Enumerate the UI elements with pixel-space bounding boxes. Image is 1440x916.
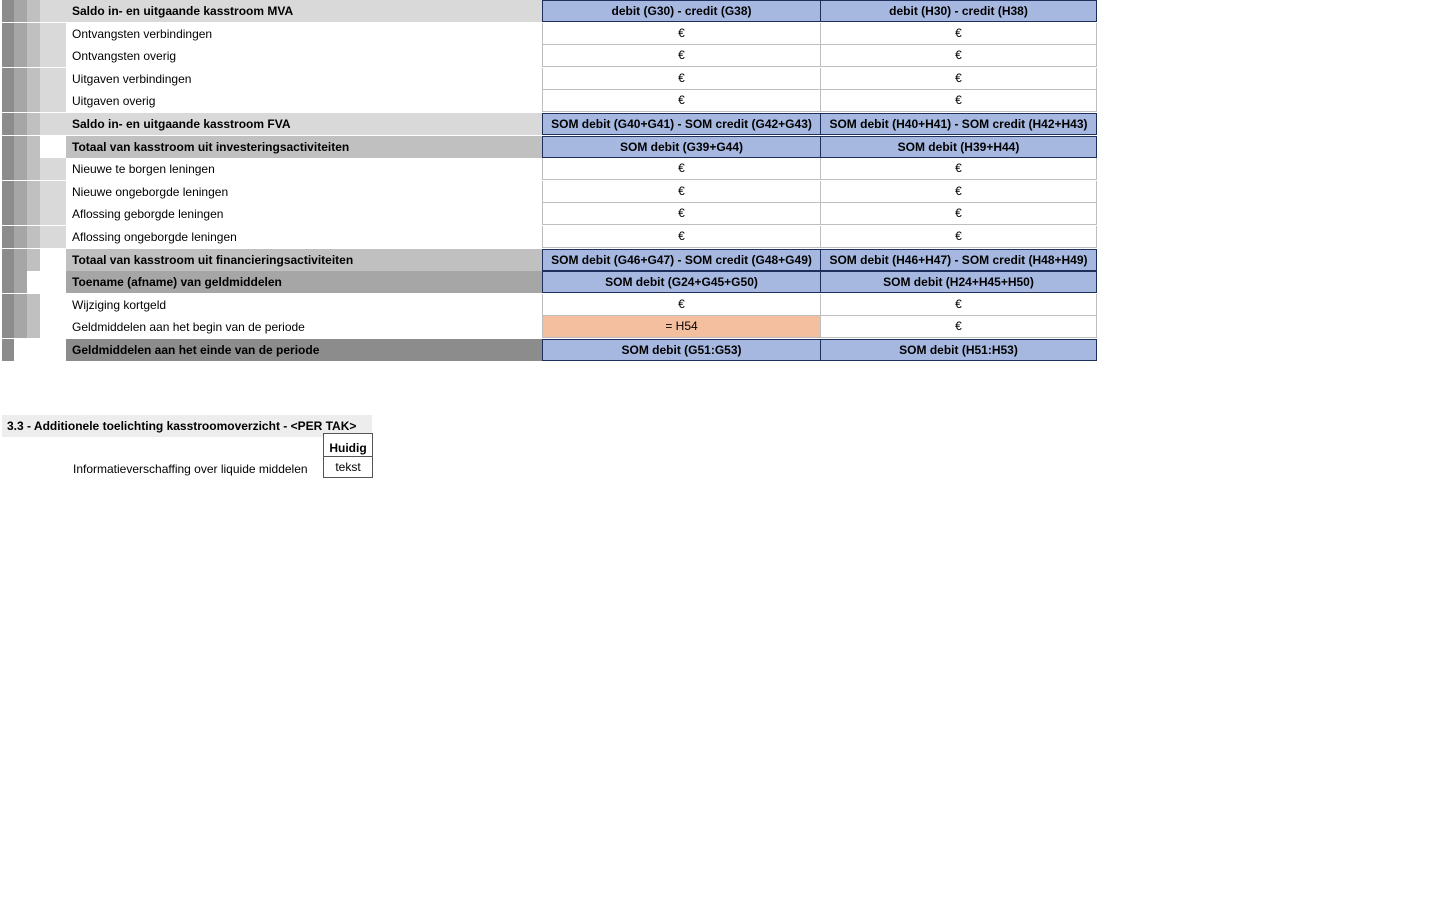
subtotal-row: [0, 249, 1100, 271]
cell-previous-year[interactable]: SOM debit (H40+H41) - SOM credit (H42+H43): [821, 113, 1097, 135]
outline-gutter: [2, 339, 14, 361]
cell-previous-year[interactable]: €: [821, 203, 1097, 225]
cell-current-year[interactable]: €: [542, 181, 821, 203]
outline-gutter: [14, 158, 27, 180]
table-row: [0, 226, 1100, 248]
cell-current-year[interactable]: SOM debit (G46+G47) - SOM credit (G48+G49): [542, 249, 821, 271]
cell-current-year[interactable]: SOM debit (G24+G45+G50): [542, 271, 821, 293]
outline-gutter: [14, 136, 27, 158]
cell-previous-year[interactable]: €: [821, 226, 1097, 248]
outline-gutter: [2, 181, 14, 203]
outline-gutter: [14, 294, 27, 316]
row-label: Totaal van kasstroom uit financieringsactiviteiten: [66, 249, 542, 271]
outline-gutter: [27, 316, 40, 338]
row-label: Geldmiddelen aan het einde van de periode: [66, 339, 542, 361]
cell-previous-year[interactable]: SOM debit (H46+H47) - SOM credit (H48+H49): [821, 249, 1097, 271]
cell-current-year[interactable]: €: [542, 226, 821, 248]
cell-current-year[interactable]: €: [542, 23, 821, 45]
cell-previous-year[interactable]: debit (H30) - credit (H38): [821, 0, 1097, 22]
outline-gutter: [14, 23, 27, 45]
table-row: [0, 23, 1100, 45]
outline-gutter: [2, 113, 14, 135]
outline-gutter: [14, 45, 27, 67]
cell-previous-year[interactable]: €: [821, 294, 1097, 316]
outline-gutter: [27, 45, 40, 67]
outline-gutter: [27, 90, 40, 112]
outline-gutter: [40, 90, 66, 112]
cell-current-year[interactable]: debit (G30) - credit (G38): [542, 0, 821, 22]
outline-gutter: [27, 0, 40, 22]
subtotal-row: [0, 136, 1100, 158]
row-label: Ontvangsten verbindingen: [66, 23, 542, 45]
outline-gutter: [2, 249, 14, 271]
cell-previous-year[interactable]: SOM debit (H39+H44): [821, 136, 1097, 158]
outline-gutter: [2, 0, 14, 22]
row-label: Aflossing ongeborgde leningen: [66, 226, 542, 248]
row-label: Nieuwe te borgen leningen: [66, 158, 542, 180]
row-label: Wijziging kortgeld: [66, 294, 542, 316]
row-label: Saldo in- en uitgaande kasstroom FVA: [66, 113, 542, 135]
cell-current-year[interactable]: = H54: [542, 316, 821, 338]
table-row: [0, 90, 1100, 112]
outline-gutter: [14, 249, 27, 271]
outline-gutter: [14, 68, 27, 90]
cell-current-year[interactable]: SOM debit (G39+G44): [542, 136, 821, 158]
row-label: Uitgaven overig: [66, 90, 542, 112]
table-row: [0, 316, 1100, 338]
outline-gutter: [2, 90, 14, 112]
section-title: 3.3 - Additionele toelichting kasstroomoverzicht - <PER TAK>: [2, 415, 372, 437]
outline-gutter: [27, 158, 40, 180]
row-label: Totaal van kasstroom uit investeringsactiviteiten: [66, 136, 542, 158]
outline-gutter: [40, 226, 66, 248]
outline-gutter: [14, 271, 27, 293]
outline-gutter: [27, 23, 40, 45]
outline-gutter: [2, 158, 14, 180]
outline-gutter: [2, 45, 14, 67]
row-label: Nieuwe ongeborgde leningen: [66, 181, 542, 203]
row-label-liquid-assets: Informatieverschaffing over liquide middelen: [73, 462, 308, 476]
table-row: [0, 68, 1100, 90]
row-label: Geldmiddelen aan het begin van de periode: [66, 316, 542, 338]
outline-gutter: [2, 68, 14, 90]
cell-current-year[interactable]: SOM debit (G40+G41) - SOM credit (G42+G43): [542, 113, 821, 135]
outline-gutter: [27, 203, 40, 225]
cell-current-year[interactable]: €: [542, 203, 821, 225]
outline-gutter: [14, 181, 27, 203]
cell-current-year[interactable]: €: [542, 68, 821, 90]
outline-gutter: [40, 181, 66, 203]
row-label: Ontvangsten overig: [66, 45, 542, 67]
outline-gutter: [2, 136, 14, 158]
outline-gutter: [2, 203, 14, 225]
cell-previous-year[interactable]: €: [821, 90, 1097, 112]
cell-previous-year[interactable]: €: [821, 181, 1097, 203]
cell-previous-year[interactable]: €: [821, 23, 1097, 45]
table-row: [0, 45, 1100, 67]
outline-gutter: [2, 23, 14, 45]
outline-gutter: [27, 68, 40, 90]
cell-previous-year[interactable]: SOM debit (H24+H45+H50): [821, 271, 1097, 293]
outline-gutter: [2, 271, 14, 293]
outline-gutter: [40, 203, 66, 225]
row-label: Saldo in- en uitgaande kasstroom MVA: [66, 0, 542, 22]
outline-gutter: [27, 294, 40, 316]
outline-gutter: [40, 68, 66, 90]
outline-gutter: [27, 113, 40, 135]
outline-gutter: [14, 203, 27, 225]
outline-gutter: [27, 136, 40, 158]
table-row: [0, 158, 1100, 180]
outline-gutter: [40, 23, 66, 45]
outline-gutter: [40, 158, 66, 180]
cell-previous-year[interactable]: SOM debit (H51:H53): [821, 339, 1097, 361]
table-row: [0, 181, 1100, 203]
outline-gutter: [14, 90, 27, 112]
table-row: [0, 294, 1100, 316]
cell-previous-year[interactable]: €: [821, 158, 1097, 180]
subtotal-row: [0, 113, 1100, 135]
cell-current-year[interactable]: SOM debit (G51:G53): [542, 339, 821, 361]
outline-gutter: [2, 294, 14, 316]
outline-gutter: [14, 0, 27, 22]
subtotal-row: [0, 271, 1100, 293]
cell-previous-year[interactable]: €: [821, 316, 1097, 338]
outline-gutter: [14, 316, 27, 338]
table-row: [0, 203, 1100, 225]
outline-gutter: [14, 226, 27, 248]
cell-previous-year[interactable]: €: [821, 45, 1097, 67]
row-label: Uitgaven verbindingen: [66, 68, 542, 90]
outline-gutter: [27, 249, 40, 271]
outline-gutter: [2, 316, 14, 338]
outline-gutter: [40, 0, 66, 22]
cell-current-year[interactable]: €: [542, 90, 821, 112]
outline-gutter: [40, 45, 66, 67]
subtotal-row: [0, 0, 1100, 22]
cell-liquid-assets-text[interactable]: tekst: [323, 456, 373, 478]
row-label: Aflossing geborgde leningen: [66, 203, 542, 225]
cell-current-year[interactable]: €: [542, 45, 821, 67]
outline-gutter: [27, 181, 40, 203]
cell-current-year[interactable]: €: [542, 158, 821, 180]
cell-current-year[interactable]: €: [542, 294, 821, 316]
outline-gutter: [27, 226, 40, 248]
outline-gutter: [40, 113, 66, 135]
subtotal-row: [0, 339, 1100, 361]
cell-previous-year[interactable]: €: [821, 68, 1097, 90]
outline-gutter: [14, 113, 27, 135]
row-label: Toename (afname) van geldmiddelen: [66, 271, 542, 293]
outline-gutter: [2, 226, 14, 248]
column-header-current: Huidig: [323, 433, 373, 456]
